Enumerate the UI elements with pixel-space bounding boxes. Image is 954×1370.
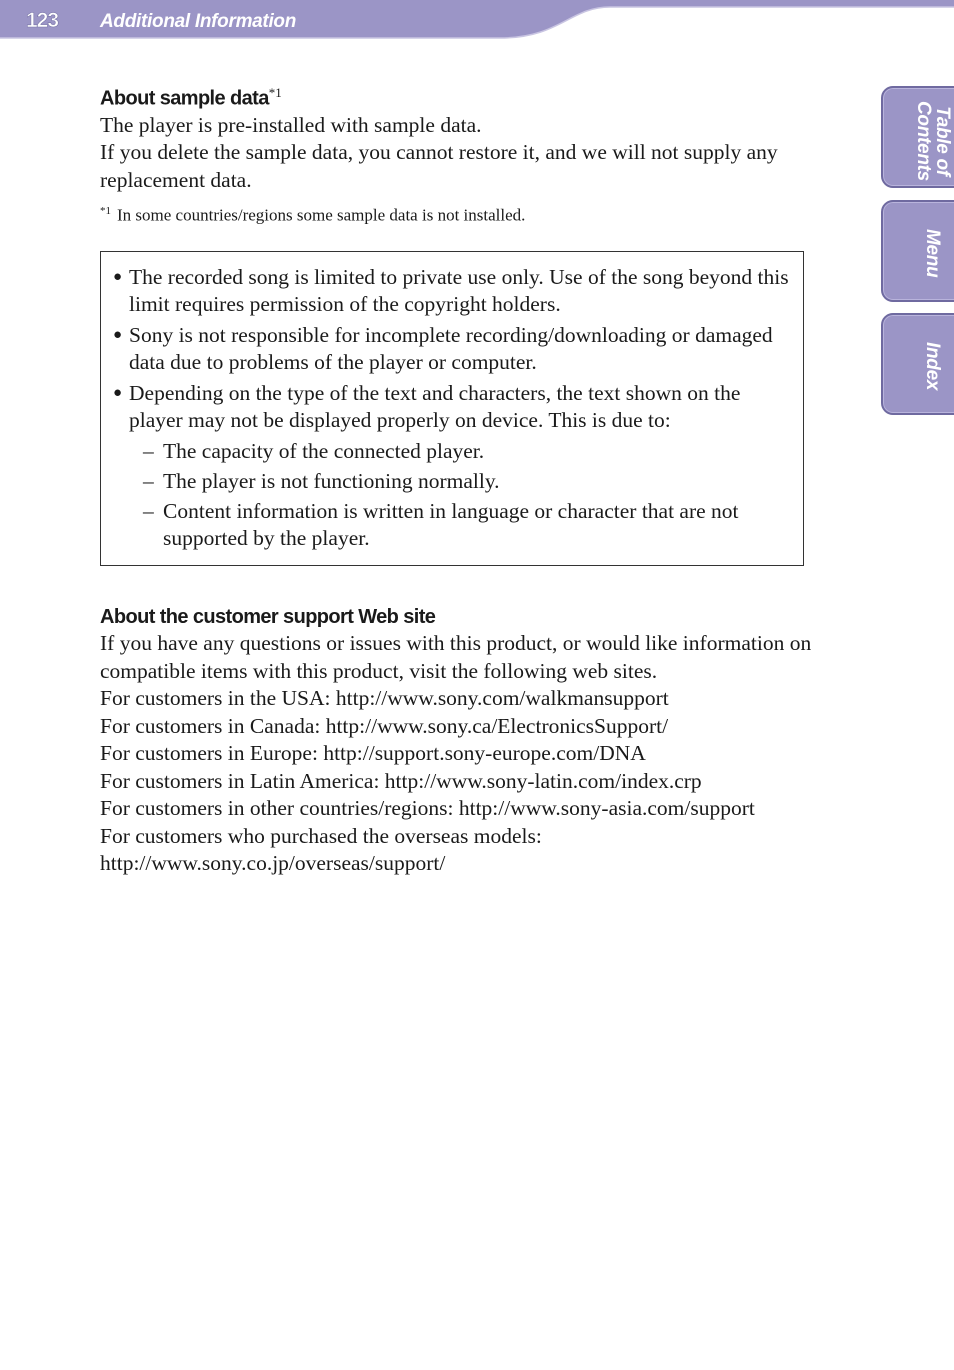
sample-data-line: The player is pre-installed with sample data. xyxy=(100,112,482,137)
main-content xyxy=(100,80,860,878)
section-title: Additional Information xyxy=(100,11,297,32)
support-link-overseas[interactable]: http://www.sony.co.jp/overseas/support/ xyxy=(100,851,446,876)
support-heading: About the customer support Web site xyxy=(100,606,436,629)
notes-box xyxy=(100,251,804,567)
dash-icon: – xyxy=(143,498,154,523)
dash-icon: – xyxy=(143,468,154,493)
bullet-icon: ● xyxy=(113,326,123,343)
note-subitem: – The capacity of the connected player. xyxy=(143,438,789,466)
note-item: ● Depending on the type of the text and characters, the text shown on the player may not be displayed properly on device. This is due to: xyxy=(113,380,789,435)
note-subitem: – Content information is written in language or character that are not supported by the player. xyxy=(143,498,789,553)
note-subitem: – The player is not functioning normally. xyxy=(143,468,789,496)
index-tab[interactable] xyxy=(881,313,954,415)
menu-tab[interactable] xyxy=(881,200,954,302)
tab-label-contents: Table of Contents xyxy=(913,101,953,181)
support-overseas-label: For customers who purchased the overseas models: xyxy=(100,823,542,848)
support-link-usa[interactable]: For customers in the USA: http://www.sony.com/walkmansupport xyxy=(100,686,669,711)
bullet-icon: ● xyxy=(113,384,123,401)
footnote-mark: *1 xyxy=(100,205,111,218)
tab-label-index: Index xyxy=(922,342,943,391)
note-item: ● The recorded song is limited to private use only. Use of the song beyond this limit requires permission of the copyright holders. xyxy=(113,264,789,319)
support-link-other[interactable]: For customers in other countries/regions: http://www.sony-asia.com/support xyxy=(100,796,755,821)
dash-icon: – xyxy=(143,438,154,463)
support-section xyxy=(100,604,860,878)
bullet-icon: ● xyxy=(113,268,123,285)
tab-label-menu: Menu xyxy=(922,229,943,278)
support-link-canada[interactable]: For customers in Canada: http://www.sony.ca/ElectronicsSupport/ xyxy=(100,713,669,738)
footnote-text: In some countries/regions some sample data is not installed. xyxy=(117,205,526,225)
page-number: 123 xyxy=(26,9,59,32)
support-link-europe[interactable]: For customers in Europe: http://support.sony-europe.com/DNA xyxy=(100,741,646,766)
footnote-ref: *1 xyxy=(268,85,282,100)
footnote xyxy=(100,200,860,227)
sample-data-heading: About sample data$^{*1}$ xyxy=(100,85,282,110)
sample-data-line: If you delete the sample data, you cannot restore it, and we will not supply any replacement data. xyxy=(100,140,778,192)
support-intro: If you have any questions or issues with this product, or would like information on compatible items with this product, visit the following web sites. xyxy=(100,631,812,683)
note-item: ● Sony is not responsible for incomplete recording/downloading or damaged data due to problems of the player or computer. xyxy=(113,322,789,377)
support-link-latin-america[interactable]: For customers in Latin America: http://www.sony-latin.com/index.crp xyxy=(100,768,702,793)
table-of-contents-tab[interactable] xyxy=(881,86,954,188)
